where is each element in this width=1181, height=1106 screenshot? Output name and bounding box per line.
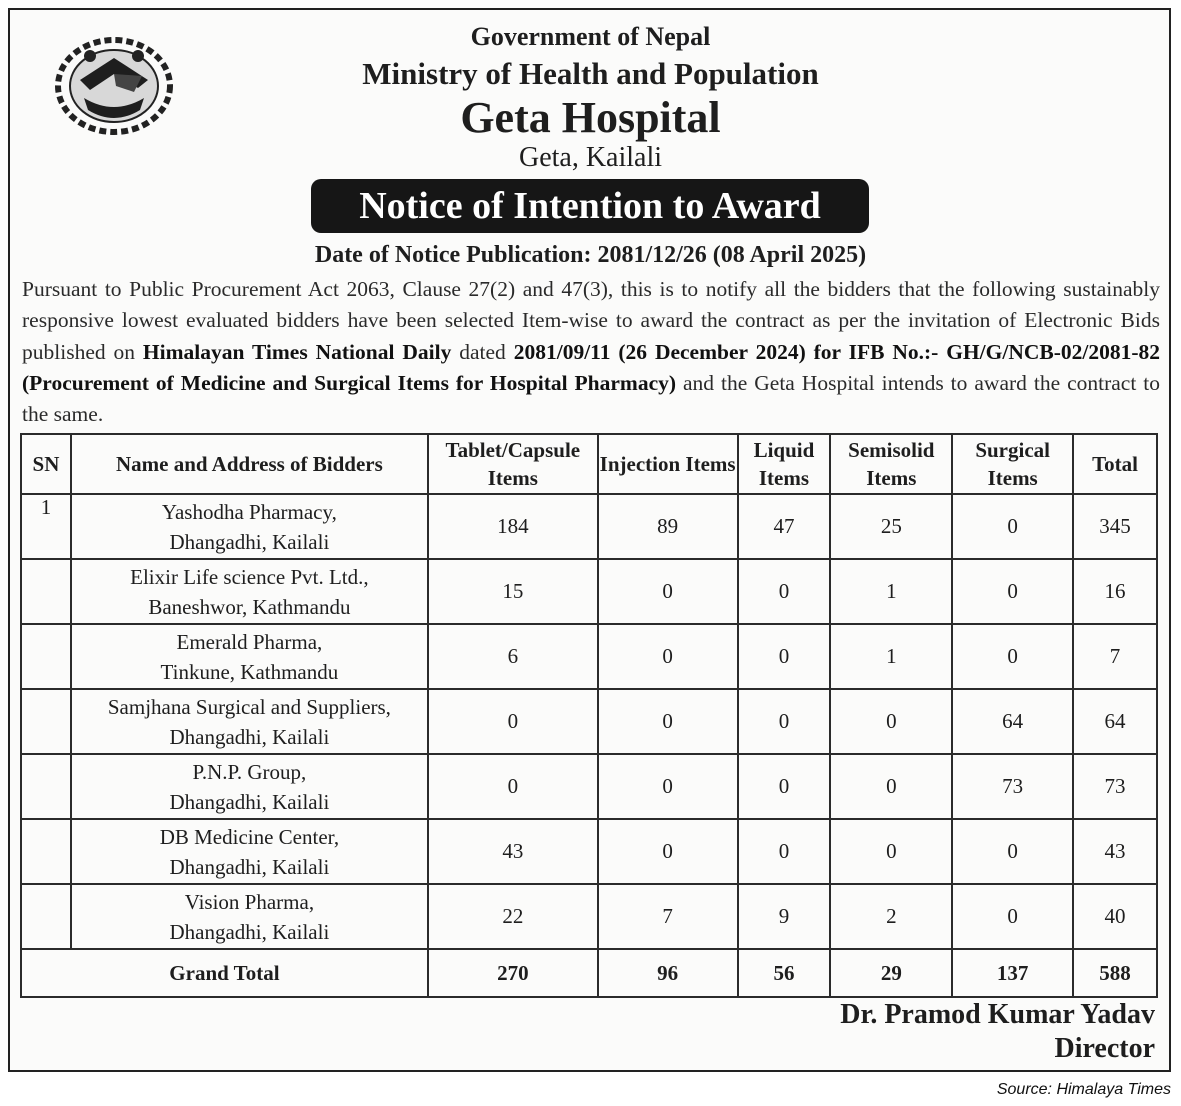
- row-tablet: 15: [428, 559, 598, 624]
- table-row: [21, 494, 1157, 559]
- row-sn: [21, 754, 71, 819]
- bidders-table: [20, 433, 1158, 998]
- body-text-1: Pursuant to Public Procurement Act 2063, Clause 27(2) and 47(3), this is to notify all the bidders that the following sustainably responsive lowest evaluated bidders have been selected Item-wise to award the contract as per the invitation of Electronic Bids published on: [22, 277, 1160, 364]
- row-liquid: 47: [738, 494, 831, 559]
- body-text-2: dated: [451, 339, 514, 364]
- signatory-name: Dr. Pramod Kumar Yadav: [840, 999, 1155, 1030]
- row-semisolid: 0: [830, 754, 952, 819]
- row-tablet: 22: [428, 884, 598, 949]
- grand-total-semisolid: 29: [830, 949, 952, 997]
- row-semisolid: 1: [830, 559, 952, 624]
- row-total: 7: [1073, 624, 1157, 689]
- bidder-name: Yashodha Pharmacy,: [161, 499, 337, 524]
- bidder-name: Elixir Life science Pvt. Ltd.,: [130, 564, 369, 589]
- row-injection: 89: [598, 494, 738, 559]
- header-tablet: Tablet/Capsule Items: [428, 434, 598, 494]
- row-surgical: 64: [952, 689, 1073, 754]
- row-total: 40: [1073, 884, 1157, 949]
- row-total: 345: [1073, 494, 1157, 559]
- bidder-address: Dhangadhi, Kailali: [169, 854, 330, 879]
- newspaper-name: Himalayan Times National Daily: [142, 339, 452, 364]
- row-bidder: [71, 494, 428, 559]
- row-tablet: 0: [428, 689, 598, 754]
- ministry-title: Ministry of Health and Population: [362, 56, 819, 91]
- row-liquid: 0: [738, 819, 831, 884]
- row-liquid: 0: [738, 624, 831, 689]
- grand-total-injection: 96: [598, 949, 738, 997]
- bidder-address: Dhangadhi, Kailali: [169, 724, 330, 749]
- table-row: [21, 689, 1157, 754]
- header-liquid: Liquid Items: [738, 434, 831, 494]
- row-sn: 1: [21, 494, 71, 559]
- table-row: [21, 559, 1157, 624]
- hospital-title: Geta Hospital: [460, 93, 721, 142]
- signature-block: [840, 998, 1155, 1066]
- row-tablet: 6: [428, 624, 598, 689]
- row-sn: [21, 624, 71, 689]
- grand-total-surgical: 137: [952, 949, 1073, 997]
- row-semisolid: 25: [830, 494, 952, 559]
- bidder-name: Vision Pharma,: [184, 889, 315, 914]
- notice-body: [22, 274, 1160, 430]
- row-liquid: 0: [738, 689, 831, 754]
- table-row: [21, 754, 1157, 819]
- row-bidder: [71, 819, 428, 884]
- table-header-row: [21, 434, 1157, 494]
- header-semisolid: Semisolid Items: [830, 434, 952, 494]
- notice-title: Notice of Intention to Award: [313, 181, 867, 231]
- bidder-name: DB Medicine Center,: [159, 824, 340, 849]
- header-total: Total: [1073, 434, 1157, 494]
- government-title: Government of Nepal: [470, 22, 711, 51]
- row-bidder: [71, 624, 428, 689]
- row-semisolid: 0: [830, 819, 952, 884]
- row-sn: [21, 884, 71, 949]
- row-total: 43: [1073, 819, 1157, 884]
- row-liquid: 9: [738, 884, 831, 949]
- row-surgical: 0: [952, 884, 1073, 949]
- row-surgical: 0: [952, 624, 1073, 689]
- row-sn: [21, 819, 71, 884]
- publication-date: Date of Notice Publication: 2081/12/26 (08 April 2025): [314, 242, 867, 268]
- row-bidder: [71, 559, 428, 624]
- row-total: 64: [1073, 689, 1157, 754]
- row-liquid: 0: [738, 754, 831, 819]
- table-body: [21, 494, 1157, 949]
- grand-total-total: 588: [1073, 949, 1157, 997]
- table-row: [21, 884, 1157, 949]
- header-surgical: Surgical Items: [952, 434, 1073, 494]
- row-semisolid: 1: [830, 624, 952, 689]
- row-total: 16: [1073, 559, 1157, 624]
- bidder-address: Dhangadhi, Kailali: [169, 919, 330, 944]
- bidder-name: Emerald Pharma,: [176, 629, 323, 654]
- row-injection: 0: [598, 819, 738, 884]
- row-bidder: [71, 754, 428, 819]
- row-tablet: 0: [428, 754, 598, 819]
- bidder-address: Baneshwor, Kathmandu: [148, 594, 351, 619]
- row-sn: [21, 689, 71, 754]
- header-sn: SN: [21, 434, 71, 494]
- grand-total-label: Grand Total: [21, 949, 428, 997]
- grand-total-liquid: 56: [738, 949, 831, 997]
- row-surgical: 0: [952, 559, 1073, 624]
- row-bidder: [71, 689, 428, 754]
- bidder-address: Dhangadhi, Kailali: [169, 789, 330, 814]
- row-semisolid: 0: [830, 689, 952, 754]
- row-bidder: [71, 884, 428, 949]
- bidder-address: Dhangadhi, Kailali: [169, 529, 330, 554]
- source-credit: Source: Himalaya Times: [996, 1081, 1171, 1098]
- row-injection: 0: [598, 754, 738, 819]
- row-semisolid: 2: [830, 884, 952, 949]
- bidder-name: P.N.P. Group,: [192, 759, 307, 784]
- row-tablet: 43: [428, 819, 598, 884]
- row-injection: 0: [598, 559, 738, 624]
- row-surgical: 0: [952, 494, 1073, 559]
- bidder-address: Tinkune, Kathmandu: [160, 659, 339, 684]
- row-injection: 0: [598, 624, 738, 689]
- bidder-name: Samjhana Surgical and Suppliers,: [107, 694, 391, 719]
- table-row: [21, 624, 1157, 689]
- ifb-details: 2081/09/11 (26 December 2024) for IFB No.:- GH/G/NCB-02/2081-82 (Procurement of Medicine and Surgical Items for Hospital Pharmacy): [22, 339, 1161, 395]
- row-total: 73: [1073, 754, 1157, 819]
- row-injection: 7: [598, 884, 738, 949]
- table-row: [21, 819, 1157, 884]
- header-name: Name and Address of Bidders: [71, 434, 428, 494]
- grand-total-row: [21, 949, 1157, 997]
- row-sn: [21, 559, 71, 624]
- body-text-3: and the Geta Hospital intends to award the contract to the same.: [22, 370, 1161, 427]
- row-tablet: 184: [428, 494, 598, 559]
- row-liquid: 0: [738, 559, 831, 624]
- header-injection: Injection Items: [598, 434, 738, 494]
- hospital-location: Geta, Kailali: [518, 142, 663, 173]
- row-surgical: 73: [952, 754, 1073, 819]
- grand-total-tablet: 270: [428, 949, 598, 997]
- signatory-title: Director: [1054, 1033, 1155, 1064]
- row-injection: 0: [598, 689, 738, 754]
- row-surgical: 0: [952, 819, 1073, 884]
